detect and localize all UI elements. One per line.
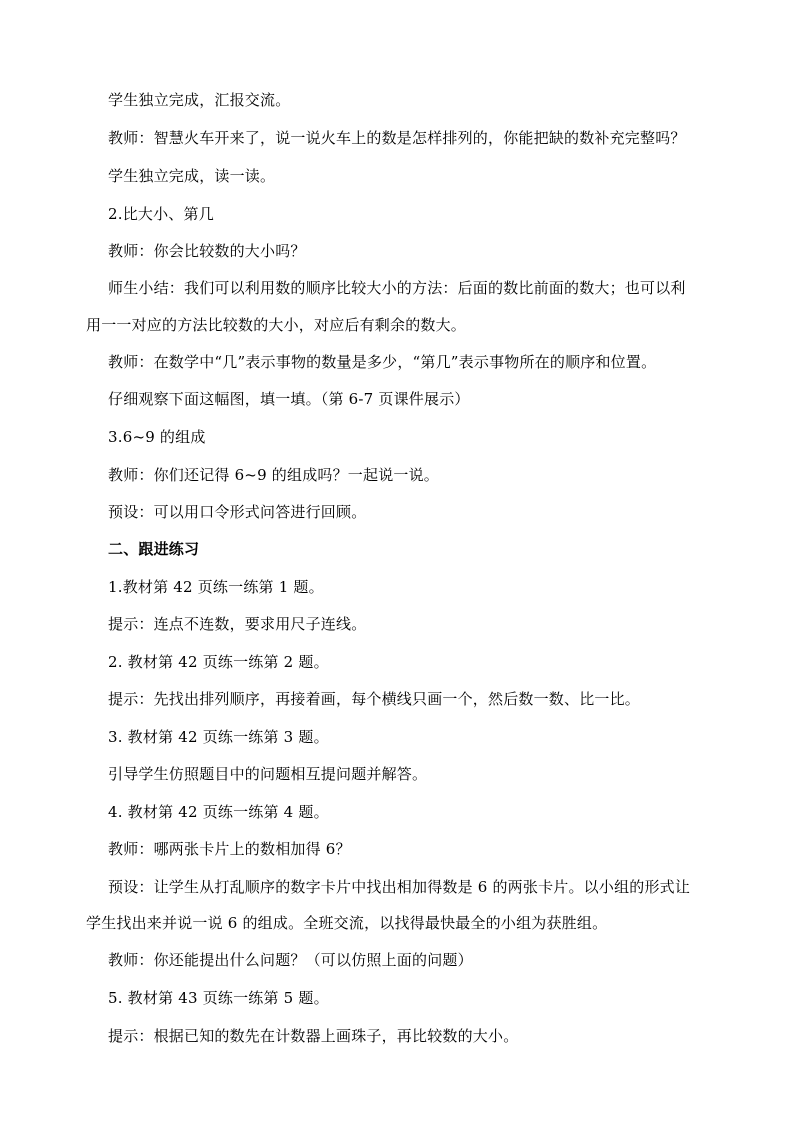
paragraph-line: 师生小结：我们可以利用数的顺序比较大小的方法：后面的数比前面的数大；也可以利	[108, 279, 686, 297]
exercise-item: 4. 教材第 42 页练一练第 4 题。	[108, 803, 329, 821]
paragraph-line: 预设：可以用口令形式问答进行回顾。	[108, 503, 367, 521]
paragraph-line: 提示：根据已知的数先在计数器上画珠子，再比较数的大小。	[108, 1027, 519, 1045]
exercise-item: 5. 教材第 43 页练一练第 5 题。	[108, 989, 329, 1007]
paragraph-line: 用一一对应的方法比较数的大小，对应后有剩余的数大。	[86, 316, 467, 334]
exercise-item: 1.教材第 42 页练一练第 1 题。	[108, 578, 324, 596]
section-title: 二、跟进练习	[108, 540, 200, 558]
paragraph-line: 教师：哪两张卡片上的数相加得 6？	[108, 840, 351, 858]
paragraph-line: 学生找出来并说一说 6 的组成。全班交流，以找得最快最全的小组为获胜组。	[86, 914, 608, 932]
paragraph-line: 仔细观察下面这幅图，填一填。（第 6-7 页课件展示）	[108, 390, 470, 408]
paragraph-line: 教师：你会比较数的大小吗？	[108, 242, 306, 260]
exercise-item: 3. 教材第 42 页练一练第 3 题。	[108, 728, 329, 746]
paragraph-line: 教师：你们还记得 6~9 的组成吗？一起说一说。	[108, 466, 439, 484]
paragraph-line: 提示：先找出排列顺序，再接着画，每个横线只画一个，然后数一数、比一比。	[108, 690, 641, 708]
paragraph-line: 学生独立完成，汇报交流。	[108, 91, 291, 109]
paragraph-line: 提示：连点不连数，要求用尺子连线。	[108, 615, 367, 633]
section-heading: 3.6~9 的组成	[108, 428, 206, 446]
paragraph-line: 教师：在数学中“几”表示事物的数量是多少，“第几”表示事物所在的顺序和位置。	[108, 353, 657, 371]
paragraph-line: 预设：让学生从打乱顺序的数字卡片中找出相加得数是 6 的两张卡片。以小组的形式让	[108, 878, 691, 896]
paragraph-line: 学生独立完成，读一读。	[108, 167, 276, 185]
paragraph-line: 引导学生仿照题目中的问题相互提问题并解答。	[108, 765, 428, 783]
exercise-item: 2. 教材第 42 页练一练第 2 题。	[108, 653, 329, 671]
paragraph-line: 教师：智慧火车开来了，说一说火车上的数是怎样排列的，你能把缺的数补充完整吗？	[108, 129, 686, 147]
section-heading: 2.比大小、第几	[108, 205, 214, 223]
paragraph-line: 教师：你还能提出什么问题？（可以仿照上面的问题）	[108, 951, 473, 969]
